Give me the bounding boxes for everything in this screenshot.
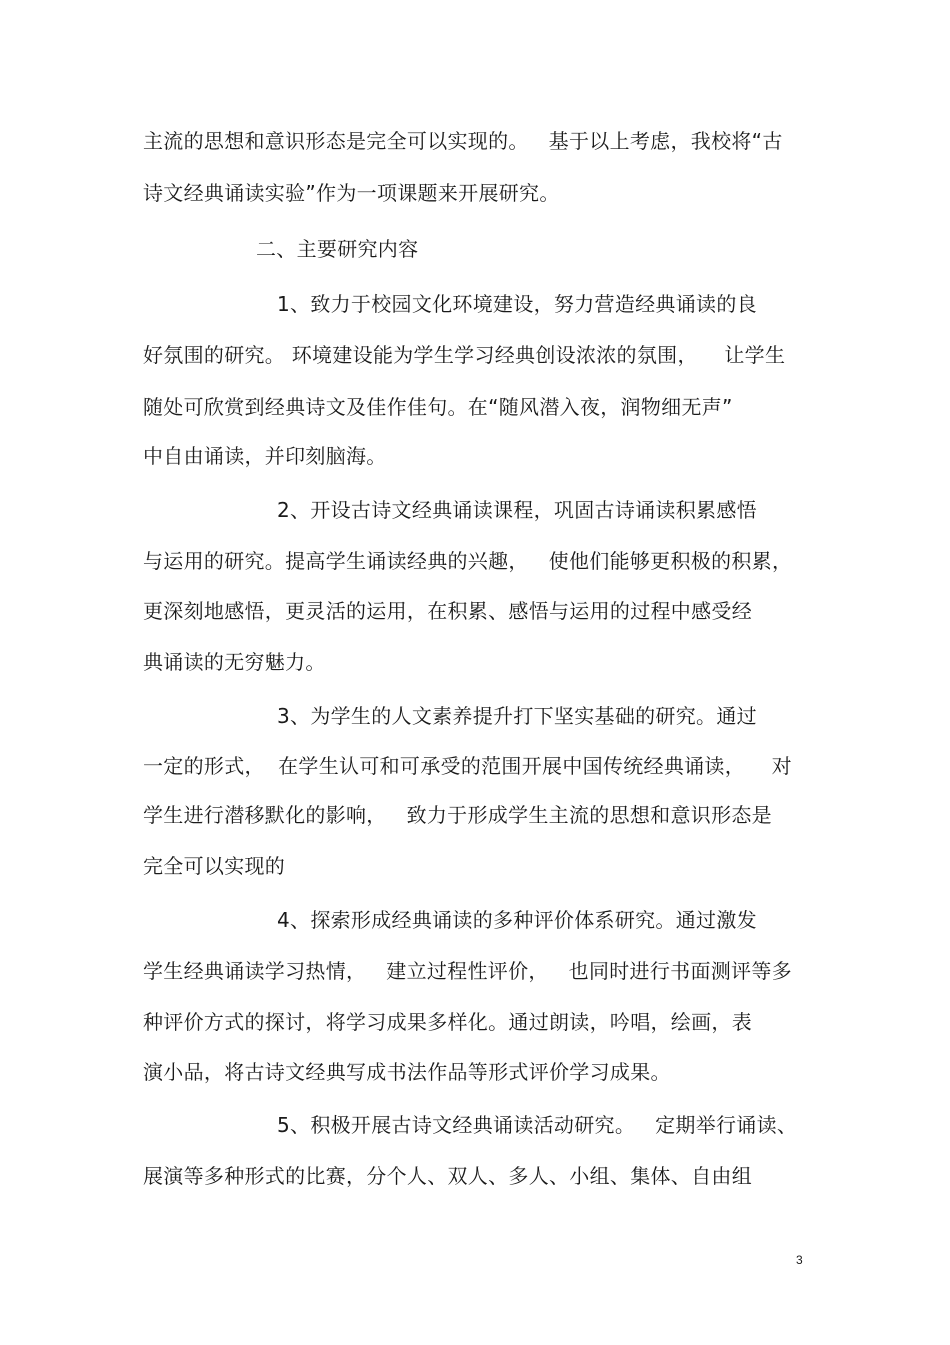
text-line: 诗文经典诵读实验”作为一项课题来开展研究。: [143, 181, 560, 205]
text-line: 学生进行潜移默化的影响， 致力于形成学生主流的思想和意识形态是: [143, 803, 772, 827]
text-line: 完全可以实现的: [143, 854, 286, 878]
text-line: 一定的形式， 在学生认可和可承受的范围开展中国传统经典诵读， 对: [143, 754, 792, 778]
text-line: 随处可欣赏到经典诗文及佳作佳句。在“随风潜入夜，润物细无声”: [143, 395, 733, 419]
text-line: 1、致力于校园文化环境建设，努力营造经典诵读的良: [277, 292, 757, 316]
text-line: 3、为学生的人文素养提升打下坚实基础的研究。通过: [277, 704, 757, 728]
text-line: 2、开设古诗文经典诵读课程，巩固古诗诵读积累感悟: [277, 498, 757, 522]
text-line: 展演等多种形式的比赛，分个人、双人、多人、小组、集体、自由组: [143, 1164, 752, 1188]
text-line: 更深刻地感悟，更灵活的运用，在积累、感悟与运用的过程中感受经: [143, 599, 752, 623]
section-heading: 二、主要研究内容: [256, 237, 419, 261]
page-number: 3: [796, 1253, 803, 1267]
text-line: 典诵读的无穷魅力。: [143, 650, 326, 674]
text-line: 与运用的研究。提高学生诵读经典的兴趣， 使他们能够更积极的积累，: [143, 549, 793, 573]
text-line: 演小品，将古诗文经典写成书法作品等形式评价学习成果。: [143, 1060, 671, 1084]
text-line: 主流的思想和意识形态是完全可以实现的。 基于以上考虑，我校将“古: [143, 129, 783, 153]
text-line: 学生经典诵读学习热情， 建立过程性评价， 也同时进行书面测评等多: [143, 959, 792, 983]
text-line: 中自由诵读，并印刻脑海。: [143, 444, 387, 468]
text-line: 5、积极开展古诗文经典诵读活动研究。 定期举行诵读、: [277, 1113, 798, 1137]
text-line: 好氛围的研究。 环境建设能为学生学习经典创设浓浓的氛围， 让学生: [143, 343, 786, 367]
text-line: 4、探索形成经典诵读的多种评价体系研究。通过激发: [277, 908, 757, 932]
text-line: 种评价方式的探讨，将学习成果多样化。通过朗读，吟唱，绘画，表: [143, 1010, 752, 1034]
